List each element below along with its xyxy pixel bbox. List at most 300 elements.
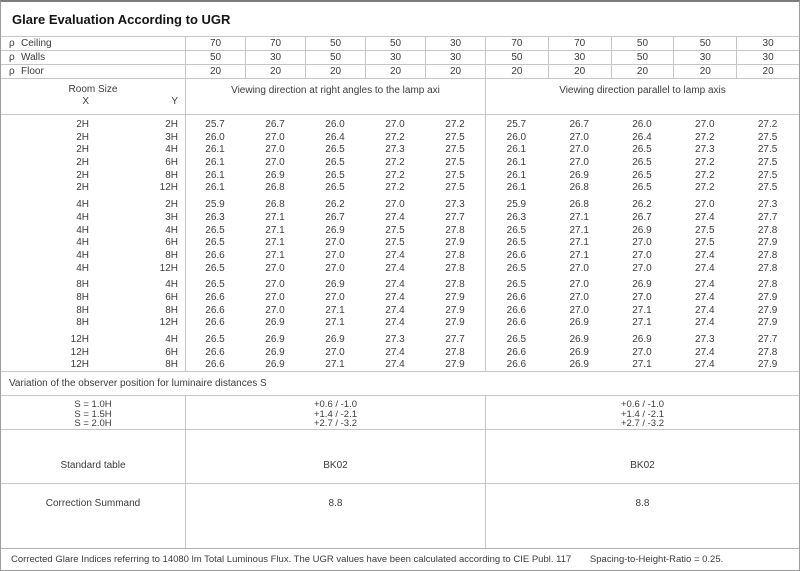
reflectance-row [1,36,799,50]
ugr-value-cell: 26.5 [506,224,527,236]
ugr-value-cell: 25.7 [506,119,527,130]
ugr-value-cell: 27.4 [695,304,715,316]
ugr-value-cell: 27.1 [569,224,589,236]
spacer [178,359,185,371]
ugr-value-cell: 27.0 [632,249,652,261]
ugr-table-row [1,237,799,250]
ugr-value-cell: 26.5 [632,144,652,156]
ugr-value-cell: 26.5 [632,157,652,169]
spacer [178,347,185,360]
ugr-value-cell: 26.7 [325,211,345,223]
ugr-value-cell: 26.9 [569,359,589,371]
ugr-row-block [1,279,799,330]
ugr-value-cell: 27.7 [757,334,778,345]
ugr-value-cell: 26.3 [205,211,225,223]
spacer [178,292,185,305]
ugr-value-cell: 26.5 [205,279,225,291]
reflectance-value-cell: 20 [245,65,305,78]
ugr-value-cell: 26.9 [569,346,589,358]
room-size-x-cell: 12H [70,359,89,371]
ugr-value-cell: 27.3 [695,144,715,156]
reflectance-table [1,36,799,78]
room-size-y-cell: 3H [165,131,178,143]
ugr-value-cell: 27.1 [265,224,285,236]
ugr-value-cell: 27.8 [445,249,465,261]
ugr-value-cell: 26.6 [205,304,225,316]
ugr-table-row [1,317,799,330]
ugr-value-cell: 27.0 [265,157,285,169]
ugr-value-cell: 26.5 [205,334,225,345]
ugr-table-row [1,182,799,195]
ugr-value-cell: 27.1 [325,359,345,371]
ugr-value-cell: 27.9 [445,291,465,303]
ugr-value-cell: 27.5 [445,144,465,156]
correction-summand-row [1,483,799,548]
s-variation-value: +0.6 / -1.0 [620,399,665,410]
correction-summand-label: Correction Summand [45,498,141,509]
ugr-table-row [1,199,799,212]
ugr-value-cell: 27.4 [385,359,405,371]
ugr-value-cell: 26.1 [506,157,527,169]
reflectance-values [185,51,799,64]
s-distance-label: S = 1.0H [74,399,112,410]
ugr-value-cell: 27.0 [695,199,715,211]
room-size-header [1,79,185,114]
room-size-x-cell: 2H [76,169,89,181]
spacer [178,144,185,157]
room-size-x-cell: 8H [76,279,89,291]
room-size-y-cell: 3H [165,211,178,223]
room-size-y-cell: 8H [165,169,178,181]
ugr-table-row [1,170,799,183]
ugr-value-cell: 26.9 [632,279,652,291]
ugr-value-cell: 26.5 [506,334,527,345]
room-size-x-cell: 4H [76,262,89,274]
ugr-value-cell: 26.9 [569,334,589,345]
reflectance-value-cell: 30 [425,51,485,64]
ugr-value-cell: 26.5 [506,279,527,291]
ugr-value-cell: 26.8 [265,182,285,194]
reflectance-value-cell: 50 [611,51,674,64]
ugr-value-cell: 27.0 [569,262,589,274]
ugr-table-row [1,263,799,276]
ugr-value-cell: 27.0 [265,304,285,316]
s-variation-value: +2.7 / -3.2 [620,418,665,429]
reflectance-value-cell: 30 [245,51,305,64]
room-size-x-cell: 4H [76,211,89,223]
ugr-value-cell: 26.5 [506,262,527,274]
s-variation-value: +0.6 / -1.0 [313,399,358,410]
ugr-value-cell: 27.0 [385,119,405,130]
reflectance-surface-label: Ceiling [21,38,52,49]
ugr-value-cell: 27.5 [757,157,778,169]
page-title: Glare Evaluation According to UGR [12,12,231,27]
ugr-value-cell: 27.4 [695,262,715,274]
ugr-value-cell: 25.9 [506,199,527,211]
room-size-x-cell: 2H [76,119,89,130]
ugr-table-row [1,279,799,292]
ugr-value-cell: 27.3 [695,334,715,345]
spacer [178,279,185,292]
ugr-value-cell: 27.4 [385,317,405,329]
reflectance-value-cell: 20 [185,65,245,78]
room-size-x-cell: 4H [76,224,89,236]
ugr-value-cell: 26.7 [569,119,589,130]
room-size-label: Room Size [68,84,118,95]
ugr-value-cell: 27.0 [325,346,345,358]
ugr-value-cell: 26.7 [265,119,285,130]
footer-flux-note: Corrected Glare Indices referring to 14080 lm Total Luminous Flux. The UGR values have been calculated according to CIE Publ. 117 [11,554,572,565]
ugr-value-cell: 26.5 [325,157,345,169]
ugr-value-cell: 27.4 [385,249,405,261]
ugr-value-cell: 25.7 [205,119,225,130]
ugr-value-cell: 27.0 [325,262,345,274]
ugr-value-cell: 27.8 [757,224,778,236]
ugr-value-cell: 27.3 [385,334,405,345]
ugr-value-cell: 26.0 [506,131,527,143]
spacer [178,212,185,225]
ugr-value-cell: 26.4 [632,131,652,143]
ugr-value-cell: 27.1 [632,359,652,371]
ugr-value-cell: 27.4 [695,291,715,303]
s-values-section2 [485,396,799,429]
standard-table-label: Standard table [60,460,126,471]
reflectance-value-cell: 50 [305,51,365,64]
room-size-y-cell: 12H [159,182,178,194]
standard-table-value-section1: BK02 [185,430,485,483]
correction-summand-value-section2: 8.8 [485,484,799,548]
ugr-value-cell: 27.8 [445,346,465,358]
ugr-value-cell: 27.9 [445,317,465,329]
s-values-section1 [185,396,485,429]
ugr-value-cell: 27.0 [632,346,652,358]
spacer [178,334,185,347]
ugr-value-cell: 26.3 [506,211,527,223]
ugr-value-cell: 26.0 [205,131,225,143]
ugr-value-cell: 26.9 [265,317,285,329]
ugr-value-cell: 27.5 [757,182,778,194]
ugr-value-cell: 27.9 [757,291,778,303]
reflectance-value-cell: 70 [548,37,611,50]
ugr-value-cell: 27.5 [757,144,778,156]
spacer [178,263,185,276]
room-size-y-cell: 6H [165,157,178,169]
spacer [178,250,185,263]
s-distance-labels [1,396,185,429]
room-size-x-cell: 2H [76,144,89,156]
section1-header: Viewing direction at right angles to the lamp axi [185,79,485,114]
ugr-value-cell: 27.2 [695,182,715,194]
ugr-value-cell: 27.0 [265,279,285,291]
ugr-value-cell: 27.9 [757,317,778,329]
ugr-value-cell: 26.6 [205,346,225,358]
reflectance-value-cell: 20 [673,65,736,78]
rho-symbol: ρ [9,38,15,49]
reflectance-surface-label: Walls [21,52,46,63]
y-column-header: Y [171,96,178,107]
ugr-value-cell: 27.0 [695,119,715,130]
reflectance-row [1,50,799,64]
ugr-value-cell: 27.5 [695,224,715,236]
ugr-value-cell: 27.5 [695,237,715,249]
reflectance-value-cell: 50 [673,37,736,50]
ugr-value-cell: 26.0 [325,119,345,130]
ugr-value-cell: 27.0 [385,199,405,211]
standard-table-row [1,429,799,483]
ugr-table-row [1,359,799,371]
ugr-value-cell: 27.0 [569,131,589,143]
ugr-value-cell: 27.1 [569,237,589,249]
room-size-x-cell: 2H [76,182,89,194]
ugr-value-cell: 27.9 [445,304,465,316]
ugr-value-cell: 27.0 [632,237,652,249]
ugr-value-cell: 27.0 [265,144,285,156]
reflectance-values [185,37,799,50]
room-size-x-cell: 8H [76,304,89,316]
ugr-value-cell: 27.8 [757,262,778,274]
ugr-value-cell: 26.6 [205,291,225,303]
room-size-y-cell: 8H [165,304,178,316]
ugr-value-cell: 27.2 [385,157,405,169]
reflectance-value-cell: 50 [485,51,548,64]
section2-header: Viewing direction parallel to lamp axis [485,79,799,114]
ugr-value-cell: 27.1 [265,237,285,249]
ugr-table-row [1,292,799,305]
ugr-value-cell: 26.5 [205,262,225,274]
reflectance-value-cell: 50 [611,37,674,50]
ugr-values-table [1,114,799,371]
reflectance-value-cell: 20 [425,65,485,78]
ugr-value-cell: 27.4 [695,279,715,291]
ugr-value-cell: 27.4 [695,211,715,223]
ugr-value-cell: 26.5 [632,182,652,194]
ugr-table-row [1,157,799,170]
room-size-x-cell: 8H [76,291,89,303]
spacer [178,237,185,250]
ugr-value-cell: 27.0 [569,304,589,316]
ugr-table-row [1,132,799,145]
ugr-value-cell: 26.9 [569,317,589,329]
room-size-x-cell: 2H [76,157,89,169]
ugr-value-cell: 27.1 [569,249,589,261]
reflectance-value-cell: 20 [611,65,674,78]
ugr-value-cell: 27.4 [695,317,715,329]
ugr-value-cell: 27.4 [385,291,405,303]
ugr-value-cell: 27.0 [265,262,285,274]
ugr-value-cell: 27.1 [325,317,345,329]
ugr-value-cell: 27.0 [632,291,652,303]
ugr-value-cell: 27.0 [325,249,345,261]
spacer [178,305,185,318]
ugr-value-cell: 27.0 [325,291,345,303]
ugr-row-block [1,199,799,275]
reflectance-value-cell: 50 [305,37,365,50]
room-size-y-cell: 4H [165,334,178,345]
ugr-value-cell: 27.9 [757,304,778,316]
reflectance-value-cell: 70 [245,37,305,50]
ugr-value-cell: 26.6 [506,249,527,261]
spacer [178,170,185,183]
ugr-value-cell: 27.2 [385,169,405,181]
ugr-value-cell: 27.0 [325,237,345,249]
reflectance-value-cell: 20 [485,65,548,78]
room-size-y-cell: 2H [165,119,178,130]
reflectance-value-cell: 20 [736,65,799,78]
room-size-x-cell: 12H [70,334,89,345]
ugr-value-cell: 27.9 [757,359,778,371]
ugr-value-cell: 27.8 [445,279,465,291]
ugr-value-cell: 27.8 [757,249,778,261]
ugr-value-cell: 27.7 [757,211,778,223]
ugr-value-cell: 26.2 [325,199,345,211]
ugr-value-cell: 27.5 [445,182,465,194]
s-variation-value: +1.4 / -2.1 [313,408,358,420]
ugr-value-cell: 26.5 [506,237,527,249]
ugr-value-cell: 27.5 [757,169,778,181]
room-size-y-cell: 12H [159,262,178,274]
ugr-value-cell: 27.8 [445,262,465,274]
ugr-value-cell: 27.0 [569,157,589,169]
ugr-value-cell: 27.5 [445,157,465,169]
ugr-value-cell: 27.1 [325,304,345,316]
room-size-y-cell: 2H [165,199,178,211]
room-size-x-cell: 12H [70,346,89,358]
room-size-y-cell: 8H [165,249,178,261]
room-size-y-cell: 6H [165,237,178,249]
ugr-value-cell: 26.1 [506,182,527,194]
room-size-y-cell: 6H [165,346,178,358]
reflectance-value-cell: 30 [673,51,736,64]
ugr-value-cell: 27.5 [757,131,778,143]
ugr-value-cell: 26.9 [325,279,345,291]
ugr-value-cell: 26.8 [265,199,285,211]
ugr-value-cell: 26.9 [325,334,345,345]
ugr-value-cell: 27.9 [445,359,465,371]
ugr-value-cell: 27.2 [695,169,715,181]
ugr-value-cell: 26.5 [325,182,345,194]
standard-table-value-section2: BK02 [485,430,799,483]
ugr-value-cell: 26.6 [506,359,527,371]
footer-shr-note: Spacing-to-Height-Ratio = 0.25. [589,554,724,565]
ugr-value-cell: 26.9 [265,359,285,371]
room-size-x-cell: 2H [76,131,89,143]
ugr-value-cell: 27.4 [695,359,715,371]
reflectance-value-cell: 50 [185,51,245,64]
ugr-value-cell: 27.9 [445,237,465,249]
ugr-value-cell: 26.5 [205,237,225,249]
s-distance-label: S = 1.5H [74,408,112,420]
ugr-value-cell: 25.9 [205,199,225,211]
ugr-value-cell: 27.2 [695,131,715,143]
ugr-value-cell: 26.5 [632,169,652,181]
correction-summand-value-section1: 8.8 [185,484,485,548]
ugr-value-cell: 27.2 [385,131,405,143]
ugr-value-cell: 27.0 [265,131,285,143]
reflectance-value-cell: 30 [365,51,425,64]
ugr-value-cell: 26.9 [569,169,589,181]
column-divider [185,115,186,371]
room-size-y-cell: 12H [159,317,178,329]
reflectance-value-cell: 30 [548,51,611,64]
ugr-value-cell: 27.8 [445,224,465,236]
ugr-value-cell: 26.6 [506,317,527,329]
ugr-value-cell: 27.8 [757,279,778,291]
reflectance-row-label [1,65,185,78]
ugr-value-cell: 26.9 [265,169,285,181]
ugr-value-cell: 26.9 [632,334,652,345]
ugr-value-cell: 26.9 [265,334,285,345]
ugr-value-cell: 26.2 [632,199,652,211]
ugr-table-row [1,119,799,132]
ugr-value-cell: 26.6 [205,317,225,329]
ugr-value-cell: 26.9 [325,224,345,236]
spacer [178,182,185,195]
ugr-value-cell: 26.6 [506,291,527,303]
spacer [178,225,185,238]
ugr-value-cell: 26.9 [632,224,652,236]
spacer [178,317,185,330]
room-size-y-cell: 8H [165,359,178,371]
reflectance-value-cell: 70 [485,37,548,50]
room-size-y-cell: 4H [165,144,178,156]
ugr-value-cell: 27.0 [265,291,285,303]
table-header-row [1,78,799,114]
ugr-value-cell: 27.2 [385,182,405,194]
ugr-value-cell: 27.2 [757,119,778,130]
observer-variation-table [1,395,799,429]
ugr-value-cell: 26.4 [325,131,345,143]
room-size-x-cell: 4H [76,199,89,211]
ugr-value-cell: 27.3 [757,199,778,211]
reflectance-value-cell: 20 [305,65,365,78]
room-size-x-cell: 8H [76,317,89,329]
ugr-value-cell: 27.1 [632,317,652,329]
ugr-value-cell: 27.1 [632,304,652,316]
spacer [178,157,185,170]
s-distance-label: S = 2.0H [74,418,112,429]
ugr-value-cell: 26.1 [205,144,225,156]
reflectance-value-cell: 20 [548,65,611,78]
ugr-value-cell: 26.6 [506,346,527,358]
ugr-value-cell: 27.5 [385,237,405,249]
ugr-value-cell: 26.9 [265,346,285,358]
ugr-value-cell: 27.3 [445,199,465,211]
ugr-value-cell: 26.5 [325,169,345,181]
ugr-value-cell: 26.5 [205,224,225,236]
reflectance-row-label [1,51,185,64]
rho-symbol: ρ [9,66,15,77]
reflectance-value-cell: 30 [736,51,799,64]
ugr-value-cell: 26.1 [205,157,225,169]
ugr-value-cell: 27.0 [569,291,589,303]
ugr-value-cell: 27.4 [385,262,405,274]
ugr-value-cell: 27.2 [445,119,465,130]
ugr-value-cell: 26.1 [205,182,225,194]
ugr-value-cell: 26.6 [205,359,225,371]
ugr-value-cell: 27.8 [757,346,778,358]
ugr-value-cell: 27.4 [385,346,405,358]
ugr-value-cell: 27.7 [445,334,465,345]
ugr-value-cell: 27.4 [385,304,405,316]
ugr-value-cell: 26.8 [569,182,589,194]
section-divider [485,115,486,371]
reflectance-value-cell: 30 [736,37,799,50]
room-size-x-cell: 4H [76,249,89,261]
ugr-value-cell: 27.1 [569,211,589,223]
reflectance-surface-label: Floor [21,66,44,77]
ugr-value-cell: 27.7 [445,211,465,223]
ugr-value-cell: 27.5 [385,224,405,236]
